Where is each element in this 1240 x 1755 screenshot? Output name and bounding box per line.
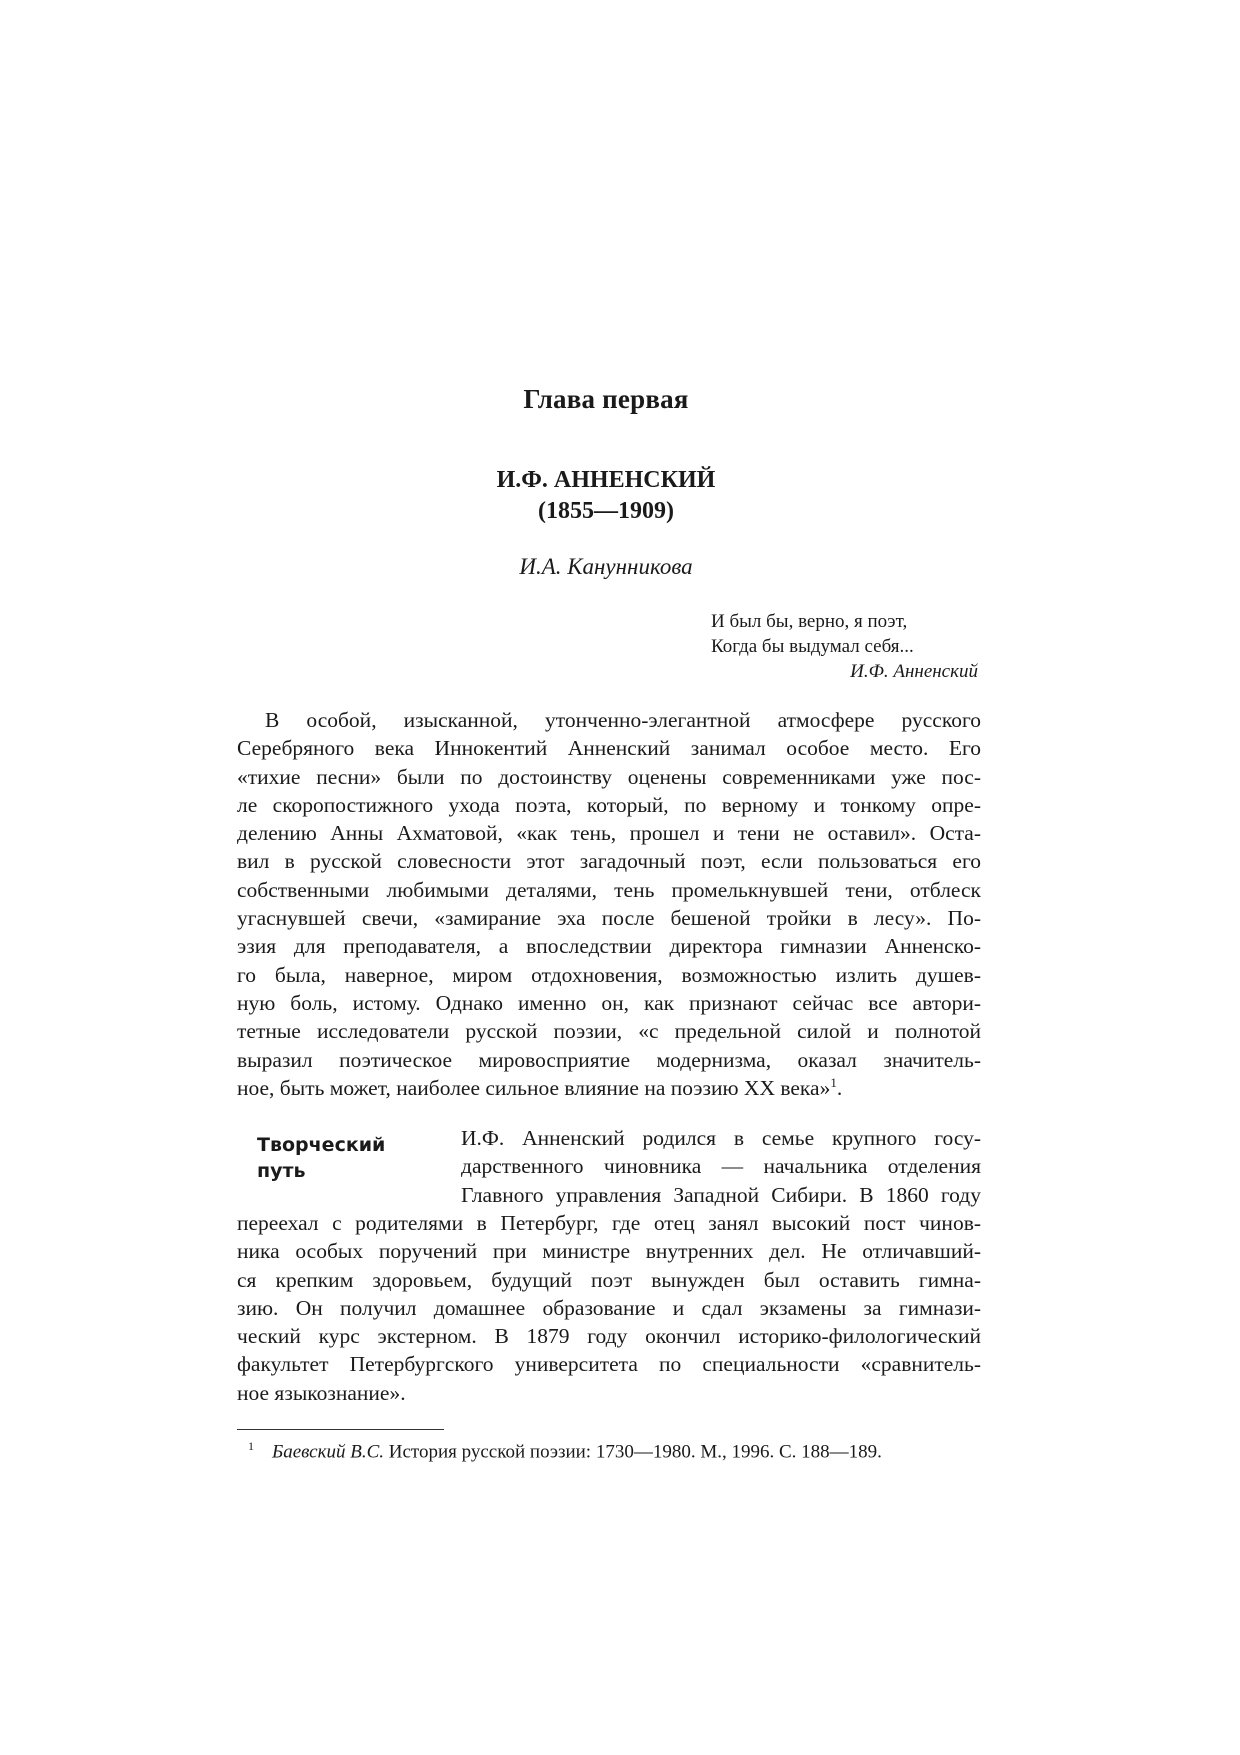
text-line: переехал с родителями в Петербург, где отец занял высокий пост чинов- bbox=[237, 1211, 981, 1235]
footnote-author: Баевский В.С. bbox=[272, 1441, 384, 1463]
text-line: вил в русской словесности этот загадочный поэт, если пользоваться его bbox=[237, 849, 981, 874]
epigraph bbox=[711, 609, 978, 684]
text-line: выразил поэтическое мировосприятие модернизма, оказал значитель- bbox=[237, 1047, 981, 1072]
paragraph-biography-bottom bbox=[237, 1209, 981, 1407]
text-line: собственными любимыми деталями, тень промелькнувшей тени, отблеск bbox=[237, 877, 981, 902]
chapter-label: Глава первая bbox=[523, 384, 689, 414]
text-line: го была, наверное, миром отдохновения, возможностью излить душев- bbox=[237, 962, 981, 987]
text-line: дарственного чиновника — начальника отделения bbox=[461, 1154, 981, 1179]
text-line: факультет Петербургского университета по специальности «сравнитель- bbox=[237, 1352, 981, 1377]
text-line: угаснувшей свечи, «замирание эха после бешеной тройки в лесу». По- bbox=[237, 906, 981, 931]
text-line: ника особых поручений при министре внутренних дел. Не отличавший- bbox=[237, 1239, 981, 1264]
epigraph-line: И был бы, верно, я поэт, bbox=[711, 611, 908, 632]
text-line: И.Ф. Анненский родился в семье крупного госу- bbox=[461, 1126, 981, 1150]
text-line: делению Анны Ахматовой, «как тень, прошел и тени не оставил». Оста- bbox=[237, 821, 981, 846]
sidehead-line: путь bbox=[257, 1160, 306, 1182]
footnote-mark: 1 bbox=[248, 1439, 254, 1453]
chapter-years: (1855—1909) bbox=[538, 498, 674, 524]
footnote-divider bbox=[237, 1429, 444, 1430]
footnote-reference[interactable]: 1 bbox=[830, 1074, 837, 1090]
text-line: ся крепким здоровьем, будущий поэт вынужден был оставить гимна- bbox=[237, 1267, 981, 1292]
text-line: ное языкознание». bbox=[237, 1380, 406, 1405]
text-line: эзия для преподавателя, а впоследствии директора гимназии Анненско- bbox=[237, 934, 981, 959]
epigraph-attribution: И.Ф. Анненский bbox=[850, 661, 978, 682]
footnote bbox=[248, 1434, 882, 1464]
text-line-content: ное, быть может, наиболее сильное влияние на поэзию XX века» bbox=[237, 1075, 831, 1100]
chapter-title-block bbox=[0, 465, 1212, 527]
paragraph-intro bbox=[237, 706, 981, 1102]
text-line: ле скоропостижного ухода поэта, который, по верному и тонкому опре- bbox=[237, 792, 981, 817]
text-line: тетные исследователи русской поэзии, «с предельной силой и полнотой bbox=[237, 1019, 981, 1044]
section-sidehead bbox=[257, 1132, 385, 1184]
text-line: зию. Он получил домашнее образование и сдал экзамены за гимнази- bbox=[237, 1295, 981, 1320]
text-line-last: ное, быть может, наиболее сильное влияние на поэзию XX века»$^1$. bbox=[237, 1074, 843, 1100]
chapter-author: И.А. Канунникова bbox=[519, 554, 693, 579]
text-line: ную боль, истому. Однако именно он, как признают сейчас все автори- bbox=[237, 990, 981, 1015]
paragraph-biography-top bbox=[461, 1124, 981, 1209]
epigraph-line: Когда бы выдумал себя... bbox=[711, 636, 914, 657]
text-line: ческий курс экстерном. В 1879 году окончил историко-филологический bbox=[237, 1324, 981, 1349]
text-line: Главного управления Западной Сибири. В 1860 году bbox=[461, 1182, 981, 1207]
text-line: В особой, изысканной, утонченно-элегантной атмосфере русского bbox=[265, 708, 981, 732]
sidehead-line: Творческий bbox=[257, 1134, 386, 1156]
text-line: Серебряного века Иннокентий Анненский занимал особое место. Его bbox=[237, 736, 981, 761]
footnote-text: История русской поэзии: 1730—1980. М., 1996. С. 188—189. bbox=[388, 1441, 882, 1463]
text-line: «тихие песни» были по достоинству оценены современниками уже пос- bbox=[237, 764, 981, 789]
chapter-title: И.Ф. АННЕНСКИЙ bbox=[496, 467, 716, 493]
